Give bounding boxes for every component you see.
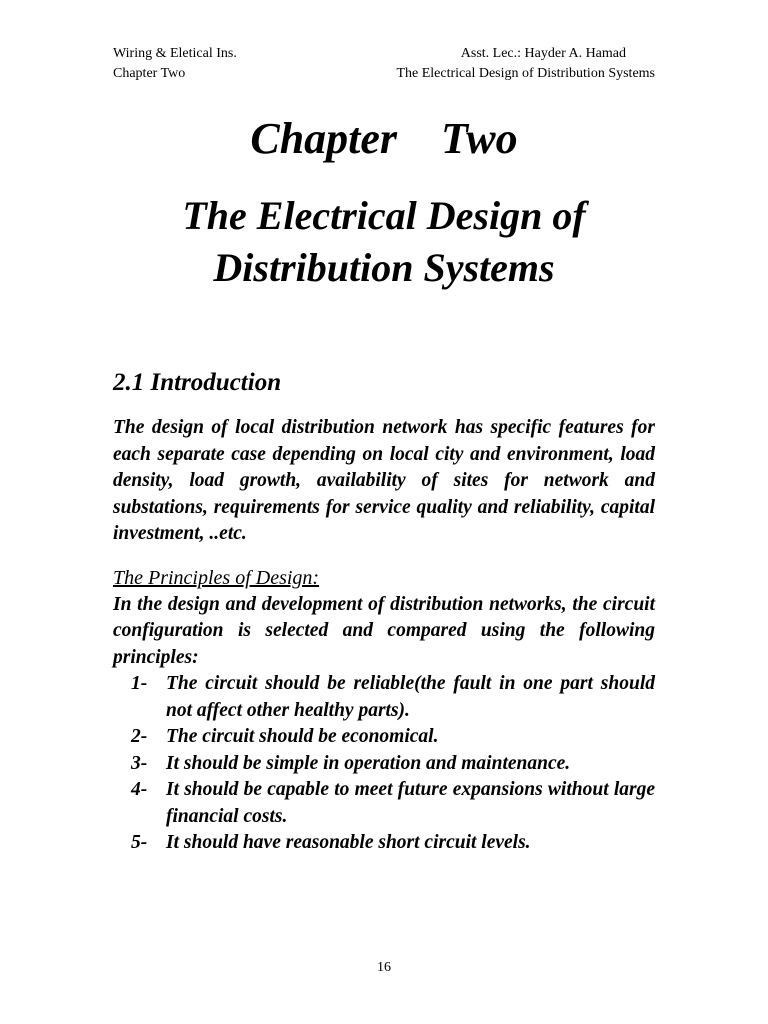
list-item-number: 1- — [131, 673, 148, 694]
list-item-number: 5- — [131, 832, 148, 853]
list-item-number: 4- — [131, 779, 148, 800]
main-title — [0, 190, 768, 294]
main-title-line-1: The Electrical Design of — [182, 193, 586, 238]
list-item-number: 3- — [131, 752, 148, 774]
list-item — [113, 671, 655, 724]
page-number: 16 — [377, 960, 391, 975]
list-item-text: It should have reasonable short circuit levels. — [166, 832, 531, 853]
list-item-text: The circuit should be economical. — [166, 726, 439, 747]
principles-section — [113, 565, 655, 857]
header-chapter-topic: The Electrical Design of Distribution Systems — [396, 66, 655, 81]
list-item-text: It should be capable to meet future expansions without large financial costs. — [166, 779, 655, 827]
list-item-text: The circuit should be reliable(the fault in one part should not affect other healthy parts). — [166, 673, 655, 721]
intro-paragraph: The design of local distribution network has specific features for each separate case depending on local city and environment, load density, load growth, availability of sites for network and substations, requirements for service quality and reliability, capital investment, ..etc. — [113, 417, 655, 544]
main-title-line-2: Distribution Systems — [213, 245, 555, 290]
header-author: Asst. Lec.: Hayder A. Hamad — [460, 46, 626, 61]
list-item — [113, 830, 655, 857]
principles-heading: The Principles of Design: — [113, 567, 320, 589]
section-heading: 2.1 Introduction — [113, 369, 282, 396]
header-row-2 — [113, 64, 655, 84]
header-course-name: Wiring & Eletical Ins. — [113, 46, 237, 61]
page-header — [113, 44, 655, 84]
principles-list — [113, 671, 655, 857]
header-row-1 — [113, 44, 655, 64]
list-item — [113, 777, 655, 830]
chapter-title: Chapter Two — [250, 114, 518, 163]
list-item — [113, 724, 655, 751]
list-item-number: 2- — [131, 726, 148, 747]
header-chapter: Chapter Two — [113, 66, 186, 81]
list-item — [113, 751, 655, 778]
list-item-text: It should be simple in operation and maintenance. — [166, 752, 571, 774]
principles-intro: In the design and development of distribution networks, the circuit configuration is selected and compared using the following principles: — [113, 593, 655, 668]
